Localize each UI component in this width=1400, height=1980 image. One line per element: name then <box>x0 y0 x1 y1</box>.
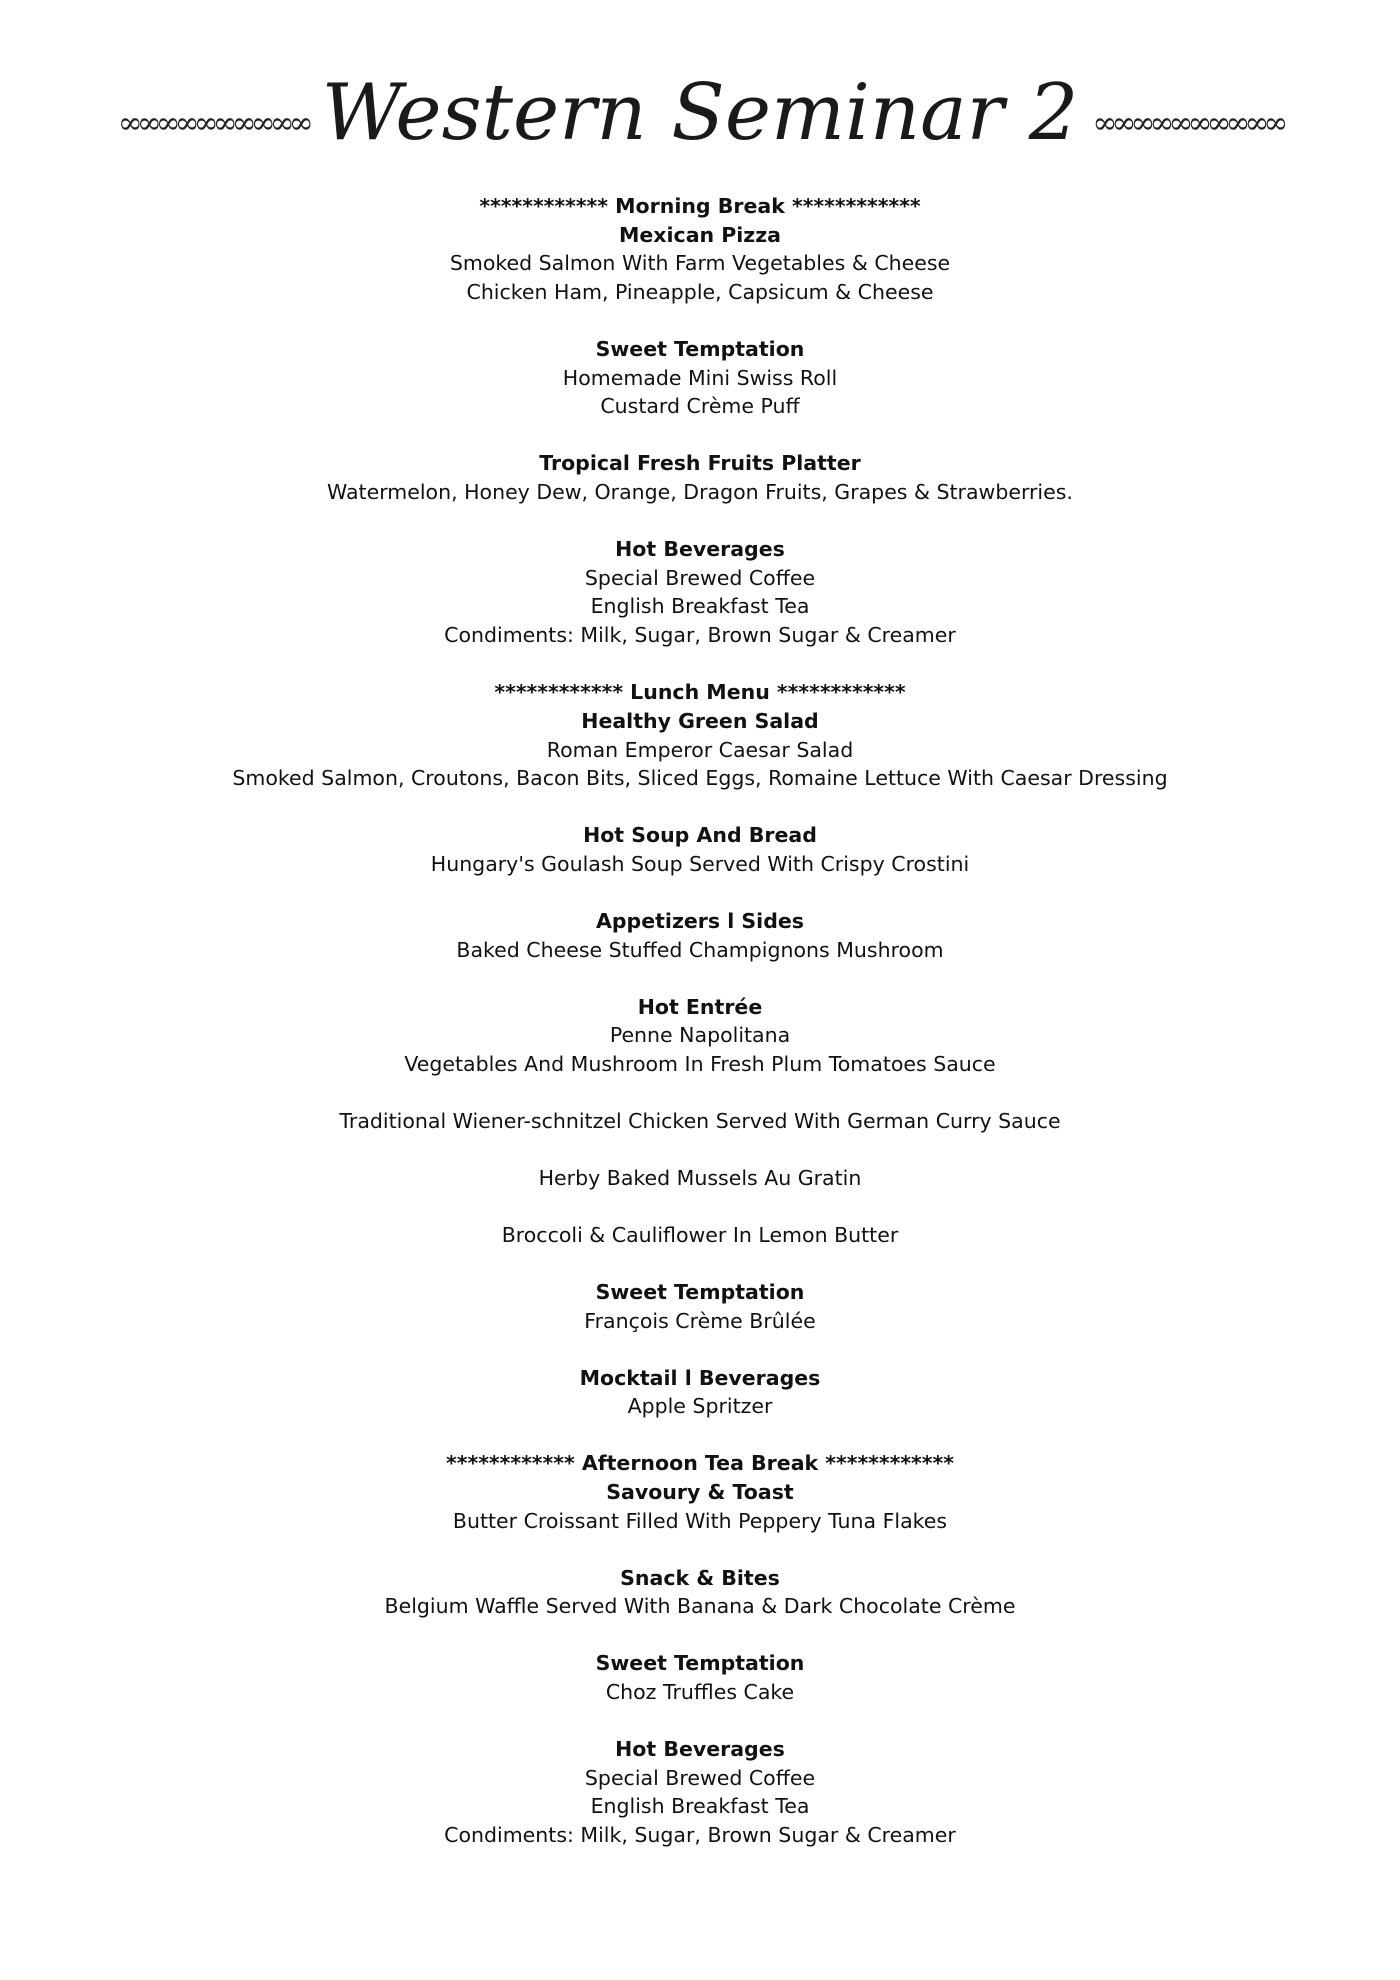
spacer <box>0 1193 1400 1221</box>
spacer <box>0 1621 1400 1649</box>
menu-item: Custard Crème Puff <box>600 394 800 419</box>
page-title <box>0 58 1400 168</box>
menu-item: Apple Spritzer <box>627 1394 773 1419</box>
spacer <box>0 307 1400 335</box>
course-heading: Hot Beverages <box>615 537 785 562</box>
course-heading: Snack & Bites <box>620 1565 780 1590</box>
title-ornament-left: ∞∞∞∞∞∞∞∞∞∞ <box>117 106 308 141</box>
spacer <box>0 421 1400 449</box>
menu-item: English Breakfast Tea <box>590 594 810 619</box>
spacer <box>0 650 1400 678</box>
menu-item: Chicken Ham, Pineapple, Capsicum & Cheese <box>466 280 934 305</box>
spacer <box>0 507 1400 535</box>
spacer <box>0 1079 1400 1107</box>
menu-item: Choz Truffles Cake <box>605 1679 795 1704</box>
menu-item: English Breakfast Tea <box>590 1794 810 1819</box>
course-heading: Sweet Temptation <box>595 1279 805 1304</box>
course-heading: Appetizers l Sides <box>596 908 804 933</box>
course-heading: Hot Entrée <box>637 994 763 1019</box>
menu-item: Belgium Waffle Served With Banana & Dark Chocolate Crème <box>384 1594 1016 1619</box>
course-heading: Sweet Temptation <box>595 1651 805 1676</box>
spacer <box>0 1136 1400 1164</box>
menu-item: Broccoli & Cauliflower In Lemon Butter <box>501 1222 899 1247</box>
menu-item: François Crème Brûlée <box>584 1308 816 1333</box>
spacer <box>0 1335 1400 1363</box>
menu-content <box>0 192 1400 1850</box>
menu-item: Homemade Mini Swiss Roll <box>562 365 838 390</box>
menu-item: Smoked Salmon With Farm Vegetables & Cheese <box>449 251 951 276</box>
course-heading: Sweet Temptation <box>595 337 805 362</box>
menu-item: Special Brewed Coffee <box>584 1765 816 1790</box>
menu-item: Special Brewed Coffee <box>584 565 816 590</box>
spacer <box>0 1535 1400 1563</box>
course-heading: Tropical Fresh Fruits Platter <box>539 451 861 476</box>
menu-item: Vegetables And Mushroom In Fresh Plum Tomatoes Sauce <box>404 1051 996 1076</box>
menu-item: Penne Napolitana <box>609 1023 791 1048</box>
menu-item: Condiments: Milk, Sugar, Brown Sugar & Creamer <box>444 1822 956 1847</box>
menu-item: Smoked Salmon, Croutons, Bacon Bits, Sliced Eggs, Romaine Lettuce With Caesar Dressing <box>232 766 1168 791</box>
spacer <box>0 1707 1400 1735</box>
menu-item: Baked Cheese Stuffed Champignons Mushroom <box>456 937 944 962</box>
spacer <box>0 1250 1400 1278</box>
course-heading: Mexican Pizza <box>618 222 782 247</box>
menu-item: Roman Emperor Caesar Salad <box>546 737 854 762</box>
section-header-morning-break: ************ Morning Break ************ <box>479 194 921 218</box>
menu-item: Condiments: Milk, Sugar, Brown Sugar & Creamer <box>444 623 956 648</box>
spacer <box>0 793 1400 821</box>
title-ornament-right: ∞∞∞∞∞∞∞∞∞∞ <box>1092 106 1283 141</box>
course-heading: Hot Soup And Bread <box>583 823 817 848</box>
section-header-afternoon-tea-break: ************ Afternoon Tea Break ************ <box>446 1451 954 1476</box>
spacer <box>0 879 1400 907</box>
menu-item: Butter Croissant Filled With Peppery Tuna Flakes <box>452 1508 948 1533</box>
course-heading: Hot Beverages <box>615 1736 785 1761</box>
menu-item: Herby Baked Mussels Au Gratin <box>538 1165 862 1190</box>
section-header-lunch-menu: ************ Lunch Menu ************ <box>494 680 906 705</box>
course-heading: Mocktail l Beverages <box>579 1365 821 1390</box>
course-heading: Savoury & Toast <box>606 1479 794 1504</box>
spacer <box>0 964 1400 992</box>
menu-item: Traditional Wiener-schnitzel Chicken Served With German Curry Sauce <box>339 1108 1061 1133</box>
spacer <box>0 1421 1400 1449</box>
title-text: Western Seminar 2 <box>321 68 1079 158</box>
menu-item: Hungary's Goulash Soup Served With Crispy Crostini <box>430 851 970 876</box>
menu-item: Watermelon, Honey Dew, Orange, Dragon Fruits, Grapes & Strawberries. <box>327 480 1073 505</box>
course-heading: Healthy Green Salad <box>581 708 819 733</box>
